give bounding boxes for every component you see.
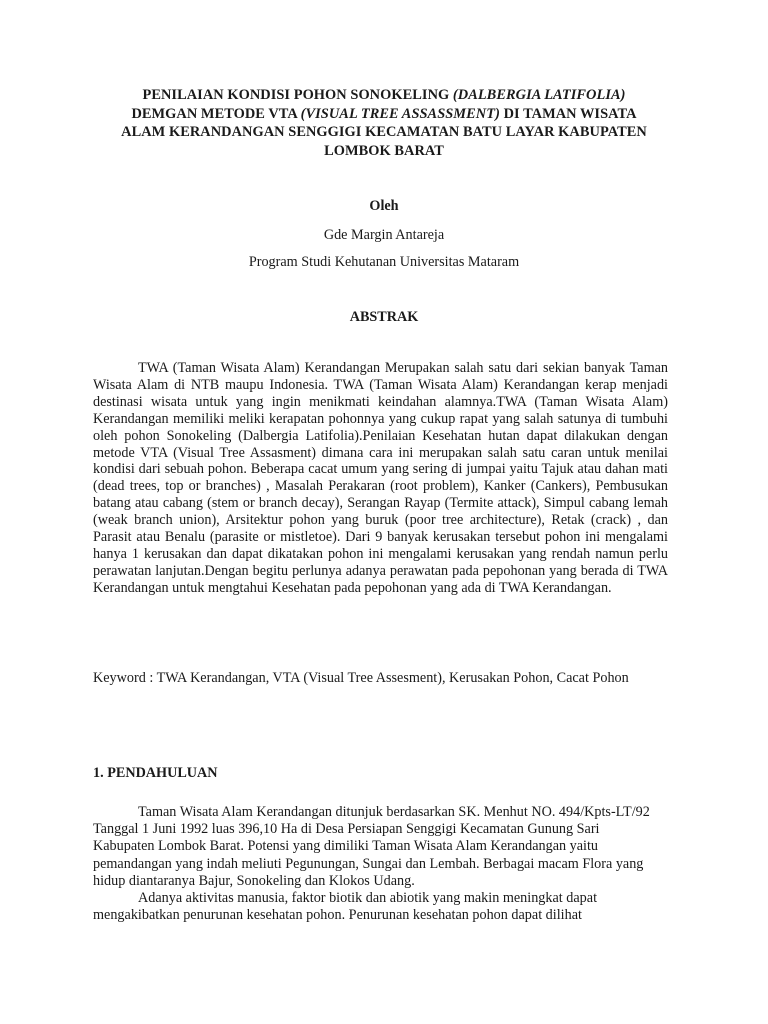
intro-paragraph-1: Taman Wisata Alam Kerandangan ditunjuk berdasarkan SK. Menhut NO. 494/Kpts-LT/92 Tanggal 1 Juni 1992 luas 396,10 Ha di Desa Persiapan Senggigi Kecamatan Gunung Sari Kabupaten Lombok Barat. Potensi yang dimiliki Taman Wisata Alam Kerandangan yaitu pemandangan yang indah meliuti Pegunungan, Sungai dan Lembah. Berbagai macam Flora yang hidup diantaranya Bajur, Sonokeling dan Klokos Udang.: [93, 804, 650, 889]
title-line-1: PENILAIAN KONDISI POHON SONOKELING (DALBERGIA LATIFOLIA): [142, 87, 626, 103]
title-italic-method: (VISUAL TREE ASSASSMENT): [300, 105, 500, 122]
title-line-4: LOMBOK BARAT: [324, 142, 444, 159]
abstract-text: TWA (Taman Wisata Alam) Kerandangan Merupakan salah satu dari sekian banyak Taman Wisata Alam di NTB maupu Indonesia. TWA (Taman Wisata Alam) Kerandangan kerap menjadi destinasi wisata untuk yang ingin menikmati keindahan alamnya.TWA (Taman Wisata Alam) Kerandangan memiliki meliki kerapatan pohonnya yang cukup rapat yang salah satunya di tumbuhi oleh pohon Sonokeling (Dalbergia Latifolia).Penilaian Kesehatan hutan dapat dilakukan dengan metode VTA (Visual Tree Assasment) dimana cara ini merupakan salah satu caran untuk menilai kondisi dari sebuah pohon. Beberapa cacat umum yang sering di jumpai yaitu Tajuk atau dahan mati (dead trees, top or branches) , Masalah Perakaran (root problem), Kanker (Cankers), Pembusukan batang atau cabang (stem or branch decay), Serangan Rayap (Termite attack), Simpul cabang lemah (weak branch union), Arsitektur pohon yang buruk (poor tree architecture), Retak (crack) , dan Parasit atau Benalu (parasite or mistletoe). Dari 9 banyak kerusakan tersebut pohon ini mengalami hanya 1 kerusakan dan dapat dikatakan pohon ini mengalami kerusakan yang rendah namun perlu perawatan lanjutan.Dengan begitu perlunya adanya perawatan pada pepohonan yang berada di TWA Kerandangan untuk mengtahui Kesehatan pada pepohonan yang ada di TWA Kerandangan.: [93, 360, 668, 596]
author-name: Gde Margin Antareja: [323, 227, 445, 243]
title-italic-species: (DALBERGIA LATIFOLIA): [452, 87, 626, 103]
by-label: Oleh: [369, 198, 399, 214]
paper-title: [80, 86, 688, 160]
author-affiliation: Program Studi Kehutanan Universitas Mataram: [248, 254, 520, 270]
title-line-3: ALAM KERANDANGAN SENGGIGI KECAMATAN BATU LAYAR KABUPATEN: [121, 124, 647, 140]
section-heading-introduction: 1. PENDAHULUAN: [93, 765, 218, 781]
introduction-body: [93, 804, 653, 924]
title-line-2: DEMGAN METODE VTA (VISUAL TREE ASSASSMENT) DI TAMAN WISATA: [131, 105, 637, 122]
abstract-heading: ABSTRAK: [349, 309, 419, 325]
keywords: Keyword : TWA Kerandangan, VTA (Visual Tree Assesment), Kerusakan Pohon, Cacat Pohon: [93, 670, 629, 686]
intro-paragraph-2: Adanya aktivitas manusia, faktor biotik dan abiotik yang makin meningkat dapat mengakibatkan penurunan kesehatan pohon. Penurunan kesehatan pohon dapat dilihat: [93, 890, 598, 924]
